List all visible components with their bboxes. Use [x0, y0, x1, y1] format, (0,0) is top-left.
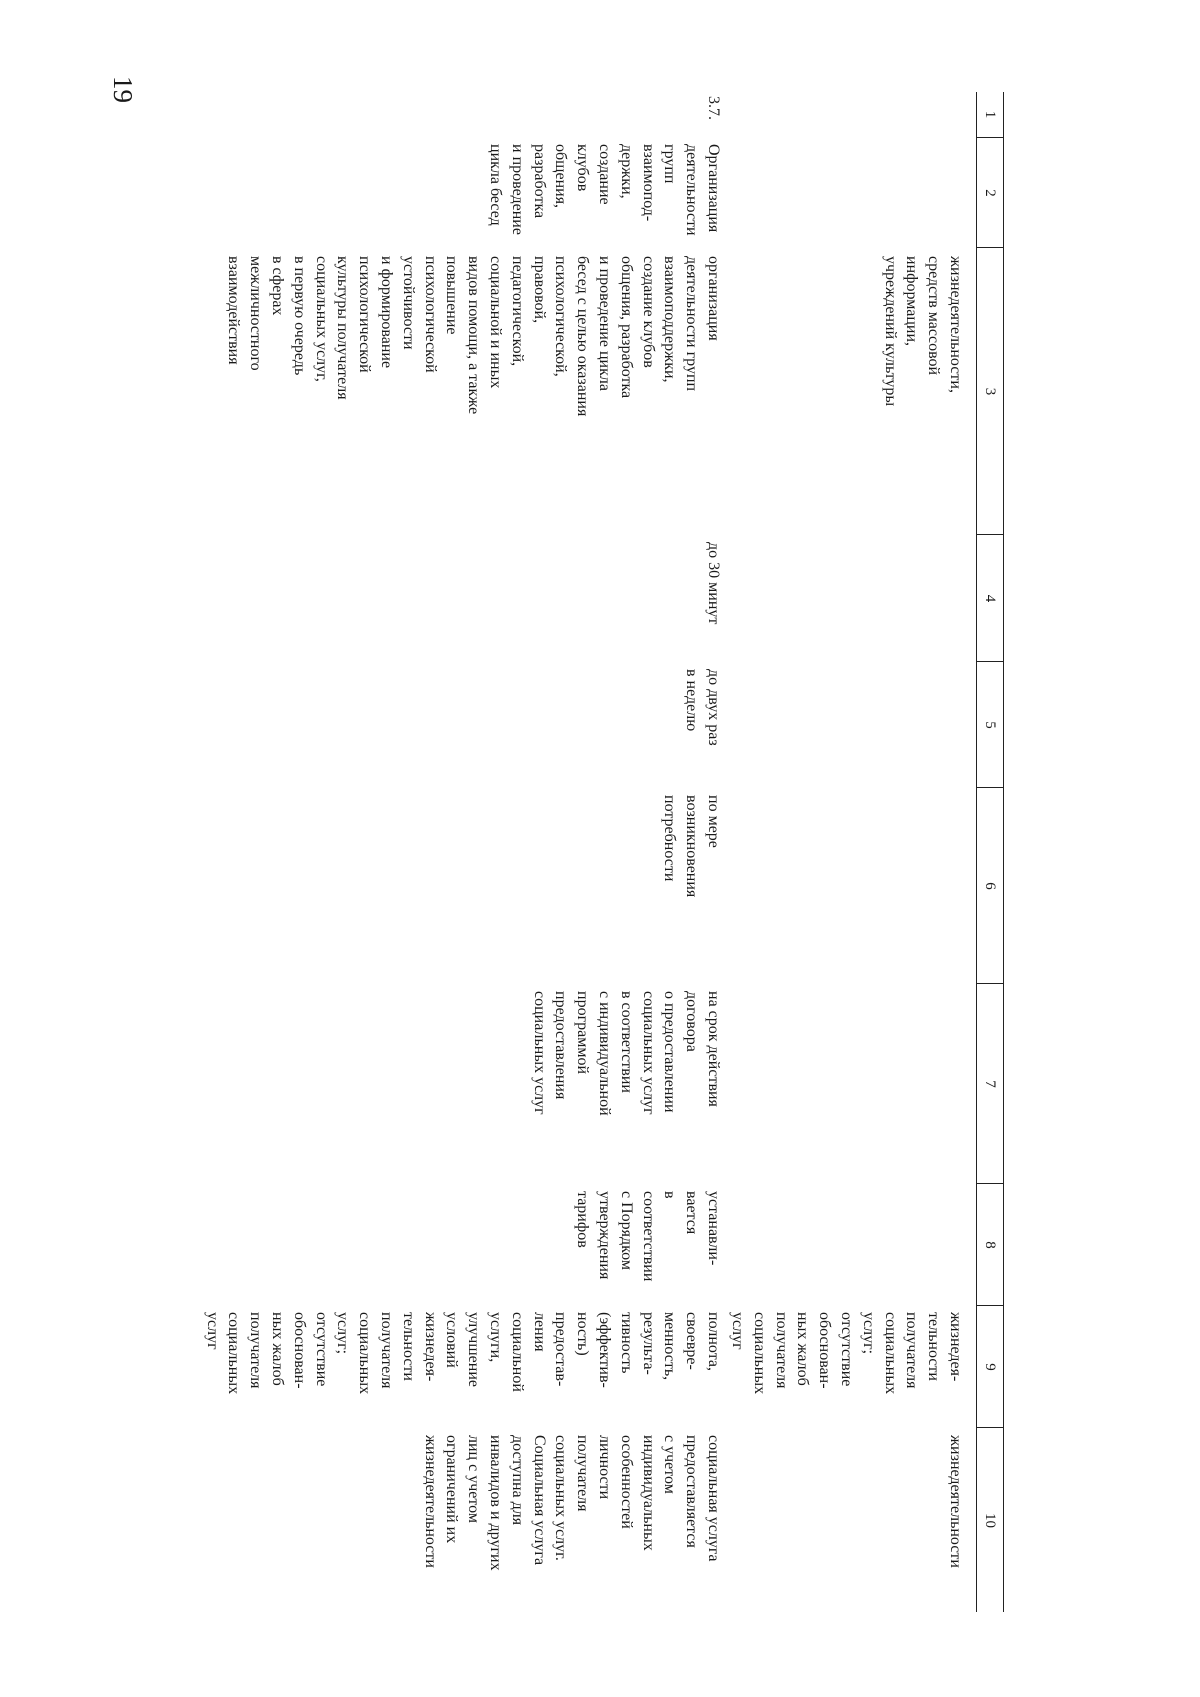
header-col-6: 6 — [977, 787, 1003, 984]
rotated-table — [203, 92, 1004, 1622]
service-periodicity: по мере возникновения потребности — [661, 795, 722, 898]
page-number: 19 — [108, 76, 138, 103]
header-col-3: 3 — [977, 247, 1003, 535]
header-col-10: 10 — [977, 1427, 1003, 1613]
cont-col10-text: жизнедеятельности — [947, 1435, 964, 1568]
service-frequency: до двух раз в неделю — [683, 669, 722, 746]
header-col-2: 2 — [977, 137, 1003, 248]
cont-col3-text: жизнедеятельности, средств массовой информации, учреждений культуры — [881, 256, 964, 407]
header-col-9: 9 — [977, 1305, 1003, 1428]
service-conditions: социальная услуга предоставляется с учетом индивидуальных особенностей личности получателя социальных услуг. Социальная услуга доступна для инвалидов и других лиц с учетом ограничений их жизнедеятельности — [421, 1435, 722, 1571]
table-header-row — [976, 92, 1004, 1612]
row-number: 3.7. — [705, 96, 722, 120]
header-col-1: 1 — [982, 110, 998, 119]
service-quality: полнота, своевре- менность, результа- тивность (эффектив- ность) предостав- ления социальной услуги, улучшение условий жизнедея- тельности получателя социальных услуг; отсутствие обоснован- ных жалоб получателя социальных услуг — [203, 1312, 722, 1395]
header-col-4: 4 — [977, 534, 1003, 662]
service-name: Организация деятельности групп взаимопод- держки, создание клубов общения, разработка и проведение цикла бесед — [487, 144, 722, 236]
service-description: организация деятельности групп взаимоподдержки, создание клубов общения, разработка и проведение цикла бесед с целью оказания психологической, правовой, педагогической, социальной и иных видов помощи, а также повышение психологической устойчивости и формирование психологической культуры получателя социальных услуг, в первую очередь в сферах межличностного взаимодействия — [225, 256, 722, 417]
cont-col9-text: жизнедея- тельности получателя социальных услуг; отсутствие обоснован- ных жалоб получателя социальных услуг — [729, 1312, 964, 1395]
service-term: на срок действия договора о предоставлении социальных услуг в соответствии с индивидуальной программой предоставления социальных услуг — [530, 991, 722, 1116]
header-col-5: 5 — [977, 661, 1003, 788]
header-col-8: 8 — [977, 1183, 1003, 1306]
header-col-7: 7 — [977, 983, 1003, 1184]
service-duration: до 30 минут — [705, 542, 722, 625]
service-tariff: устанавли- вается в соответствии с Порядком утверждения тарифов — [574, 1191, 722, 1282]
